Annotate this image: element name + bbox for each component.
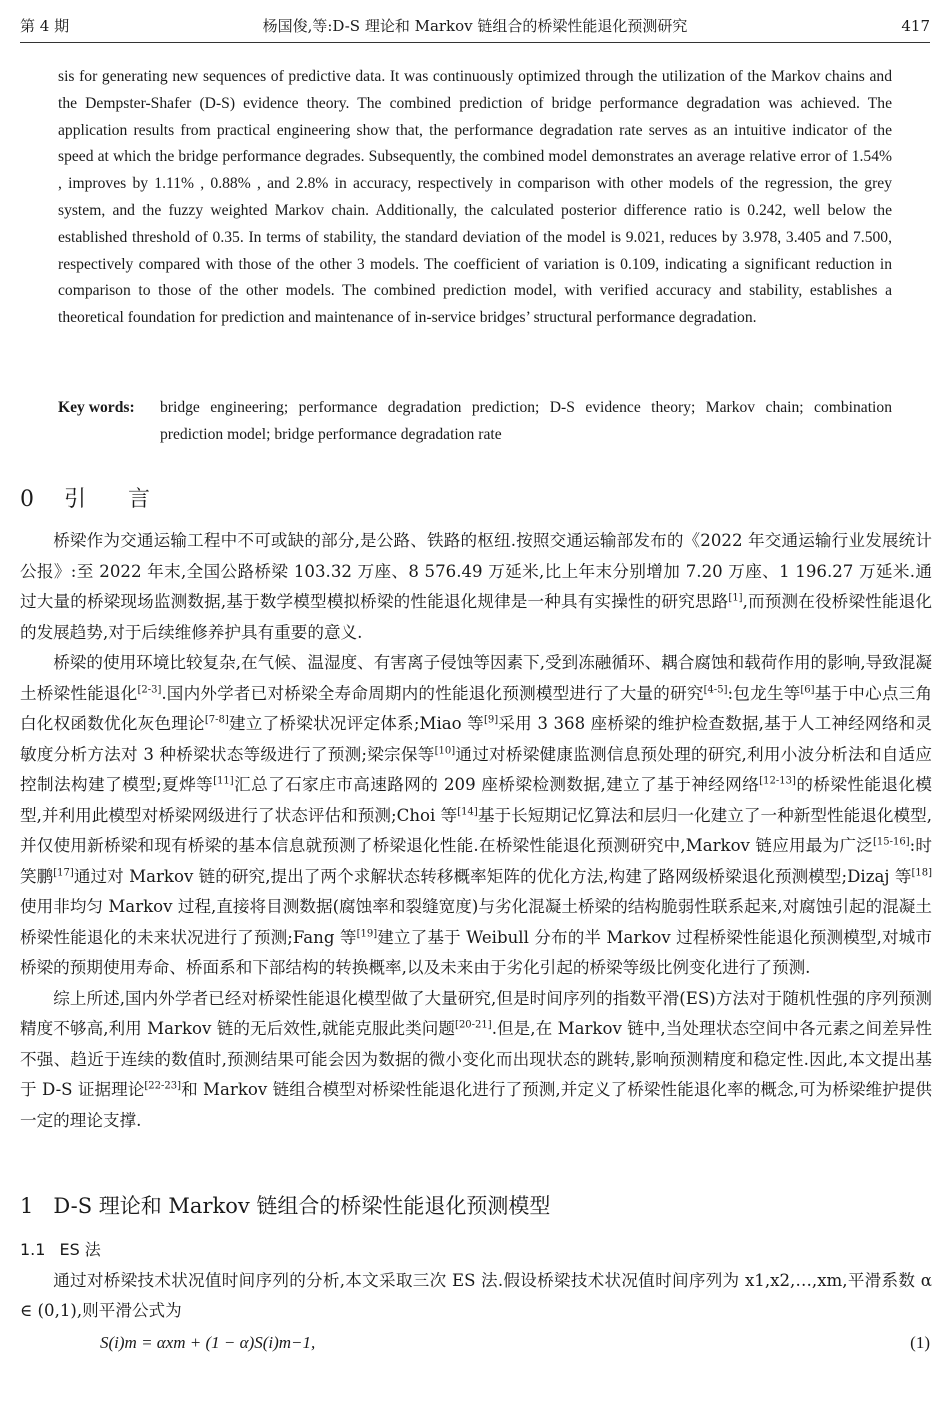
subsection-number: 1.1 [20, 1240, 46, 1259]
subsection-title: ES 法 [59, 1240, 101, 1259]
section-heading-model [20, 1190, 932, 1222]
page-number: 417 [901, 17, 930, 35]
section-title: 引言 [64, 487, 193, 512]
citation: [11] [213, 775, 234, 787]
citation: [18] [911, 866, 933, 878]
section-number: 1 [20, 1194, 34, 1218]
citation: [9] [483, 714, 499, 726]
section-number: 0 [20, 487, 40, 512]
citation: [17] [53, 866, 74, 878]
introduction-body [20, 526, 932, 1136]
citation: [10] [434, 744, 456, 756]
smoothing-formula: S(i)m = αxm + (1 − α)S(i)m−1, [100, 1333, 316, 1352]
section-title: D-S 理论和 Markov 链组合的桥梁性能退化预测模型 [53, 1194, 551, 1218]
issue-label: 第 4 期 [20, 17, 70, 35]
citation: [20-21] [455, 1019, 492, 1031]
citation: [7-8] [204, 714, 229, 726]
intro-paragraph-2: 桥梁的使用环境比较复杂,在气候、温湿度、有害离子侵蚀等因素下,受到冻融循环、耦合腐蚀和载荷作用的影响,导致混凝土桥梁性能退化[2-3].国内外学者已对桥梁全寿命周期内的性能退化预测模型进行了大量的研究[4-5]:包龙生等[6]基于中心点三角白化权函数优化灰色理论[7-8]建立了桥梁状况评定体系;Miao 等[9]采用 3 368 座桥梁的维护检查数据,基于人工神经网络和灵敏度分析方法对 3 种桥梁状态等级进行了预测;梁宗保等[10]通过对桥梁健康监测信息预处理的研究,利用小波分析法和自适应控制法构建了模型;夏烨等[11]汇总了石家庄市高速路网的 209 座桥梁检测数据,建立了基于神经网络[12-13]的桥梁性能退化模型,并利用此模型对桥梁网级进行了状态评估和预测;Choi 等[14]基于长短期记忆算法和层归一化建立了一种新型性能退化模型,并仅使用新桥梁和现有桥梁的基本信息就预测了桥梁退化性能.在桥梁性能退化预测研究中,Markov 链应用最为广泛[15-16]:时笑鹏[17]通过对 Markov 链的研究,提出了两个求解状态转移概率矩阵的优化方法,构建了路网级桥梁退化预测模型;Dizaj 等[18]使用非均匀 Markov 过程,直接将目测数据(腐蚀率和裂缝宽度)与劣化混凝土桥梁的结构脆弱性联系起来,对腐蚀引起的混凝土桥梁性能退化的未来状况进行了预测;Fang 等[19]建立了基于 Weibull 分布的半 Markov 过程桥梁性能退化预测模型,对城市桥梁的预期使用寿命、桥面系和下部结构的转换概率,以及未来由于劣化引起的桥梁等级比例变化进行了预测. [20, 653, 933, 977]
equation-number: (1) [910, 1333, 930, 1352]
citation: [19] [356, 927, 378, 939]
citation: [12-13] [759, 775, 796, 787]
intro-paragraph-1: 桥梁作为交通运输工程中不可或缺的部分,是公路、铁路的枢纽.按照交通运输部发布的《2022 年交通运输行业发展统计公报》:至 2022 年末,全国公路桥梁 103.32 万座、8 576.49 万延米,比上年末分别增加 7.20 万座、1 196.27 万延米.通过大量的桥梁现场监测数据,基于数学模型模拟桥梁的性能退化规律是一种具有实操性的研究思路[1],而预测在役桥梁性能退化的发展趋势,对于后续维修养护具有重要的意义. [20, 531, 932, 642]
citation: [6] [800, 683, 815, 695]
intro-paragraph-3: 综上所述,国内外学者已经对桥梁性能退化模型做了大量研究,但是时间序列的指数平滑(ES)方法对于随机性强的序列预测精度不够高,利用 Markov 链的无后效性,就能克服此类问题[20-21].但是,在 Markov 链中,当处理状态空间中各元素之间差异性不强、趋近于连续的数值时,预测结果可能会因为数据的微小变化而出现状态的跳转,影响预测精度和稳定性.因此,本文提出基于 D-S 证据理论[22-23]和 Markov 链组合模型对桥梁性能退化进行了预测,并定义了桥梁性能退化率的概念,可为桥梁维护提供一定的理论支撑. [20, 988, 932, 1130]
citation: [4-5] [703, 683, 728, 695]
running-header [20, 14, 930, 38]
citation: [14] [457, 805, 478, 817]
es-method-paragraph [20, 1266, 932, 1326]
keywords-text: bridge engineering; performance degradation prediction; D-S evidence theory; Markov chain; combination prediction model; bridge performance degradation rate [160, 399, 892, 443]
citation: [22-23] [144, 1080, 182, 1092]
keywords-block [58, 394, 892, 448]
citation: [2-3] [137, 683, 162, 695]
running-title: 杨国俊,等:D-S 理论和 Markov 链组合的桥梁性能退化预测研究 [262, 17, 688, 35]
section-heading-introduction [20, 484, 932, 516]
subsection-heading-es [20, 1236, 101, 1264]
header-rule [20, 42, 930, 43]
citation: [15-16] [872, 836, 910, 848]
abstract-text: sis for generating new sequences of predictive data. It was continuously optimized through the utilization of the Markov chains and the Dempster-Shafer (D-S) evidence theory. The combined prediction of bridge performance degradation was achieved. The application results from practical engineering show that, the performance degradation rate serves as an intuitive indicator of the speed at which the bridge performance degrades. Subsequently, the combined model demonstrates an average relative error of 1.54% , improves by 1.11% , 0.88% , and 2.8% in accuracy, respectively in comparison with other models of the regression, the grey system, and the fuzzy weighted Markov chain. Additionally, the calculated posterior difference ratio is 0.242, well below the established threshold of 0.35. In terms of stability, the standard deviation of the model is 9.021, reduces by 3.978, 3.405 and 7.500, respectively compared with those of the other 3 models. The coefficient of variation is 0.109, indicating a significant reduction in comparison to those of the other models. The combined prediction model, with verified accuracy and stability, establishes a theoretical foundation for prediction and maintenance of in-service bridges’ structural performance degradation. [58, 68, 892, 327]
es-paragraph-text: 通过对桥梁技术状况值时间序列的分析,本文采取三次 ES 法.假设桥梁技术状况值时间序列为 x1,x2,…,xm,平滑系数 α ∈ (0,1),则平滑公式为 [20, 1271, 932, 1320]
citation: [1] [728, 592, 743, 604]
keywords-label: Key words: [58, 399, 135, 416]
